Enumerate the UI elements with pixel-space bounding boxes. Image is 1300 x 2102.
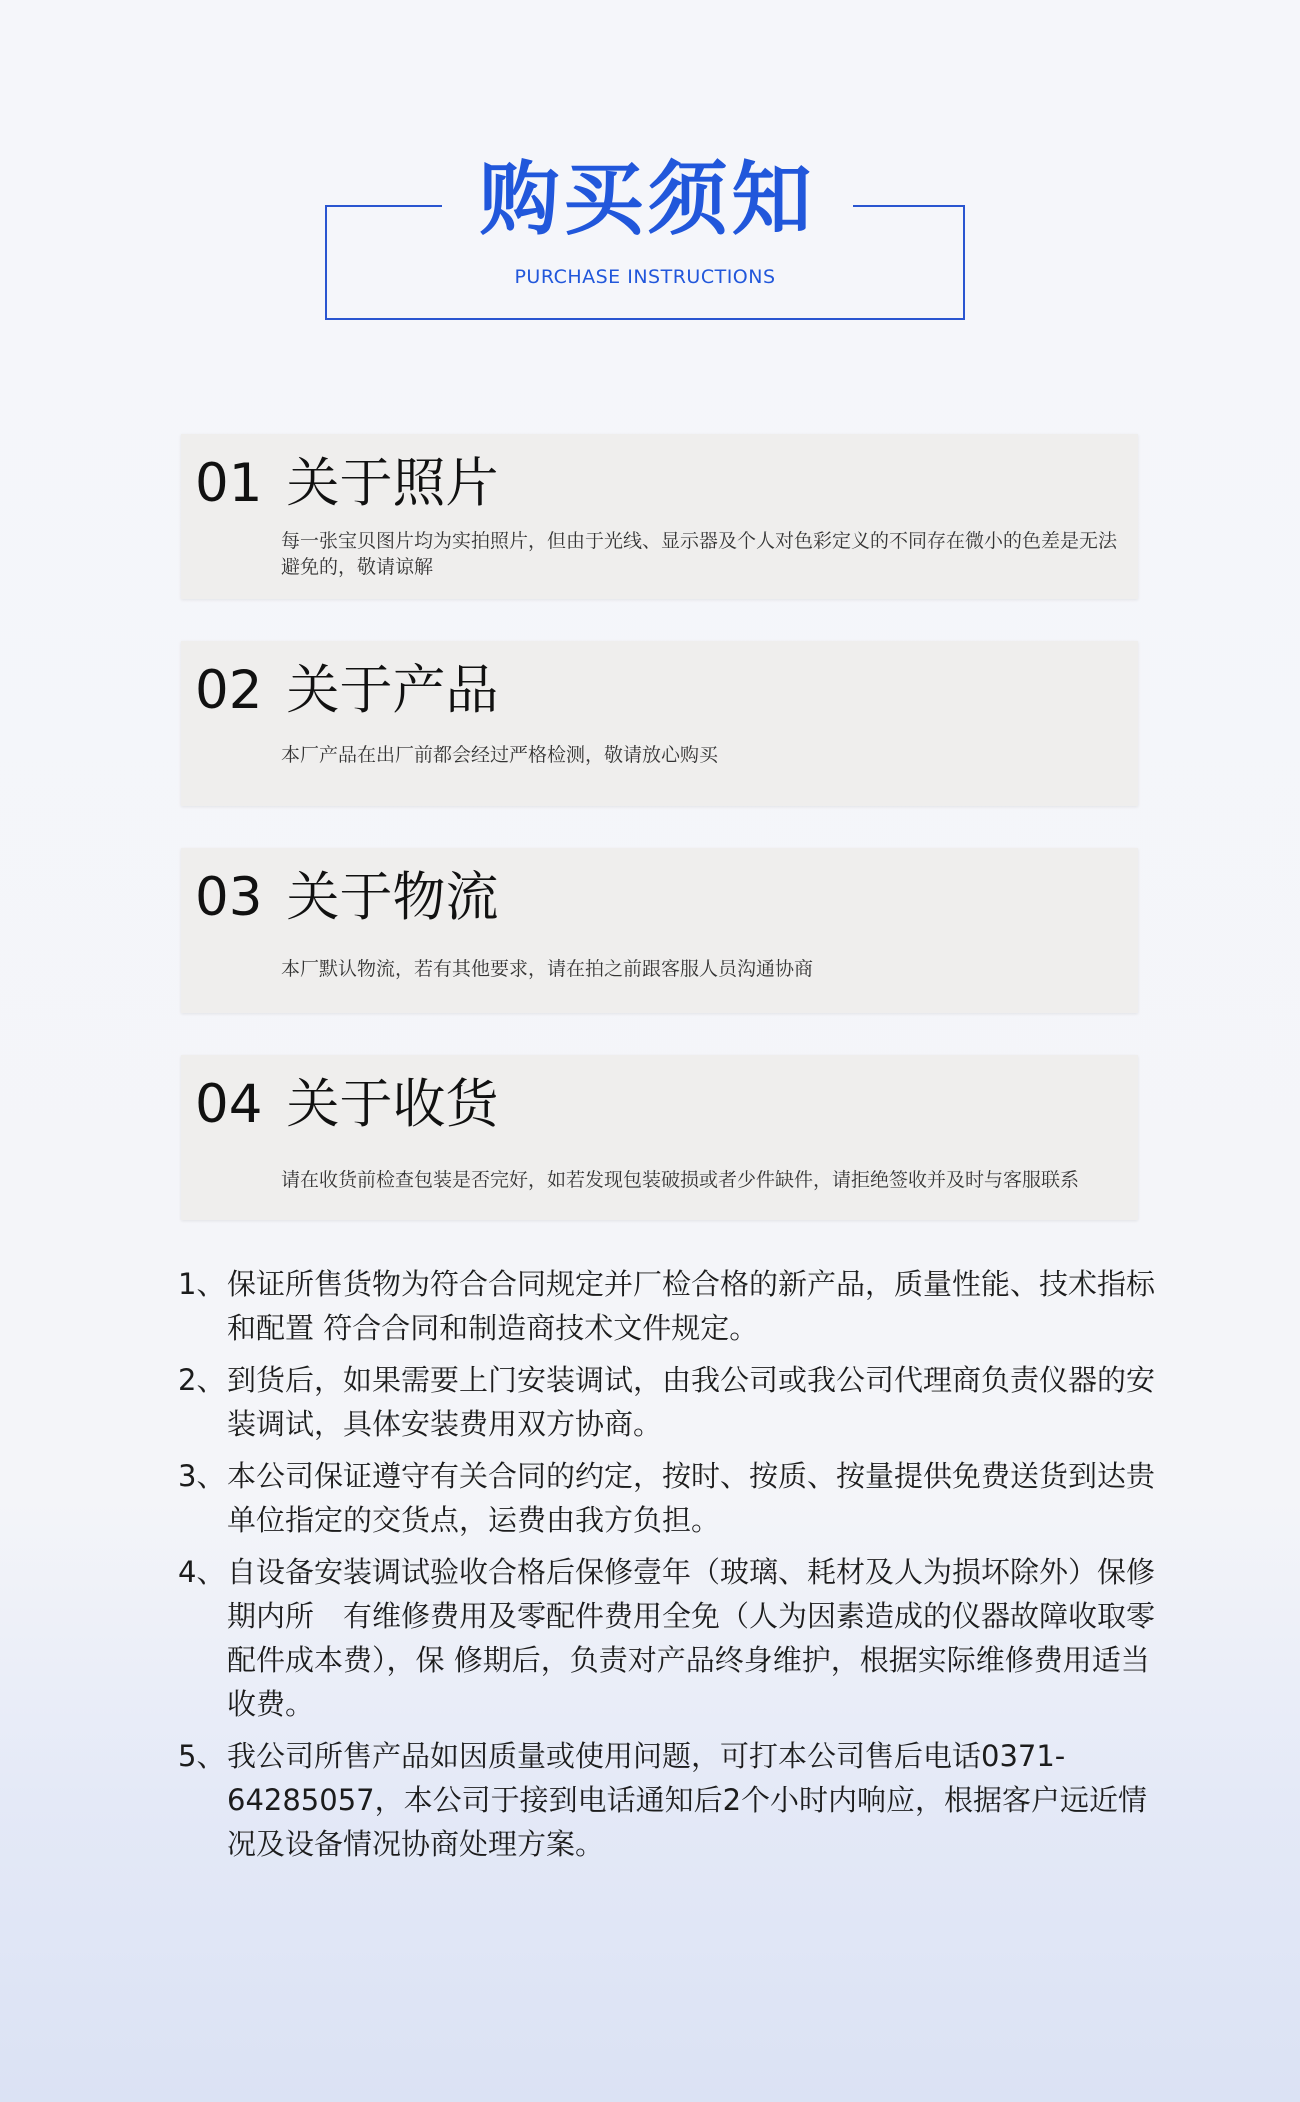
- card-title: 关于照片: [286, 453, 499, 514]
- list-item-number: 1、: [178, 1267, 226, 1301]
- card-heading: [195, 866, 498, 930]
- list-item-text: 保证所售货物为符合合同规定并厂检合格的新产品，质量性能、技术指标和配置 符合合同和制造商技术文件规定。: [227, 1267, 1156, 1345]
- card-description: 请在收货前检查包装是否完好，如若发现包装破损或者少件缺件，请拒绝签收并及时与客服联系: [281, 1169, 1080, 1191]
- list-item: [178, 1734, 1158, 1866]
- card-title: 关于产品: [286, 660, 499, 721]
- card-photos: [181, 434, 1138, 599]
- card-logistics: [181, 848, 1138, 1013]
- card-number: 01: [195, 453, 263, 514]
- page-title: 购买须知: [479, 153, 816, 246]
- list-item-text: 我公司所售产品如因质量或使用问题，可打本公司售后电话0371-64285057，本公司于接到电话通知后2个小时内响应，根据客户远近情况及设备情况协商处理方案。: [227, 1739, 1148, 1861]
- list-item-number: 2、: [178, 1363, 226, 1397]
- terms-list: [178, 1262, 1158, 1874]
- list-item: [178, 1550, 1158, 1726]
- list-item: [178, 1262, 1158, 1350]
- list-item: [178, 1358, 1158, 1446]
- card-number: 02: [195, 660, 263, 721]
- list-item-number: 3、: [178, 1459, 226, 1493]
- card-heading: [195, 452, 498, 516]
- card-receiving: [181, 1055, 1138, 1220]
- card-heading: [195, 1073, 498, 1137]
- card-description: 每一张宝贝图片均为实拍照片，但由于光线、显示器及个人对色彩定义的不同存在微小的色差是无法避免的，敬请谅解: [281, 530, 1118, 578]
- card-title: 关于物流: [286, 867, 499, 928]
- list-item-number: 5、: [178, 1739, 226, 1773]
- card-heading: [195, 659, 498, 723]
- card-description: 本厂产品在出厂前都会经过严格检测，敬请放心购买: [281, 744, 719, 766]
- list-item-text: 自设备安装调试验收合格后保修壹年（玻璃、耗材及人为损坏除外）保修期内所 有维修费用及零配件费用全免（人为因素造成的仪器故障收取零配件成本费），保 修期后，负责对产品终身维护，根据实际维修费用适当收费。: [227, 1555, 1156, 1721]
- header-line-left: [325, 205, 442, 207]
- page-subtitle: PURCHASE INSTRUCTIONS: [514, 266, 776, 288]
- card-number: 04: [195, 1074, 263, 1135]
- card-description: 本厂默认物流，若有其他要求，请在拍之前跟客服人员沟通协商: [281, 958, 814, 980]
- card-title: 关于收货: [286, 1074, 499, 1135]
- list-item-number: 4、: [178, 1555, 226, 1589]
- header-line-right: [853, 205, 965, 207]
- list-item-text: 到货后，如果需要上门安装调试，由我公司或我公司代理商负责仪器的安装调试，具体安装费用双方协商。: [227, 1363, 1156, 1441]
- card-product: [181, 641, 1138, 806]
- card-number: 03: [195, 867, 263, 928]
- list-item: [178, 1454, 1158, 1542]
- list-item-text: 本公司保证遵守有关合同的约定，按时、按质、按量提供免费送货到达贵单位指定的交货点，运费由我方负担。: [227, 1459, 1156, 1537]
